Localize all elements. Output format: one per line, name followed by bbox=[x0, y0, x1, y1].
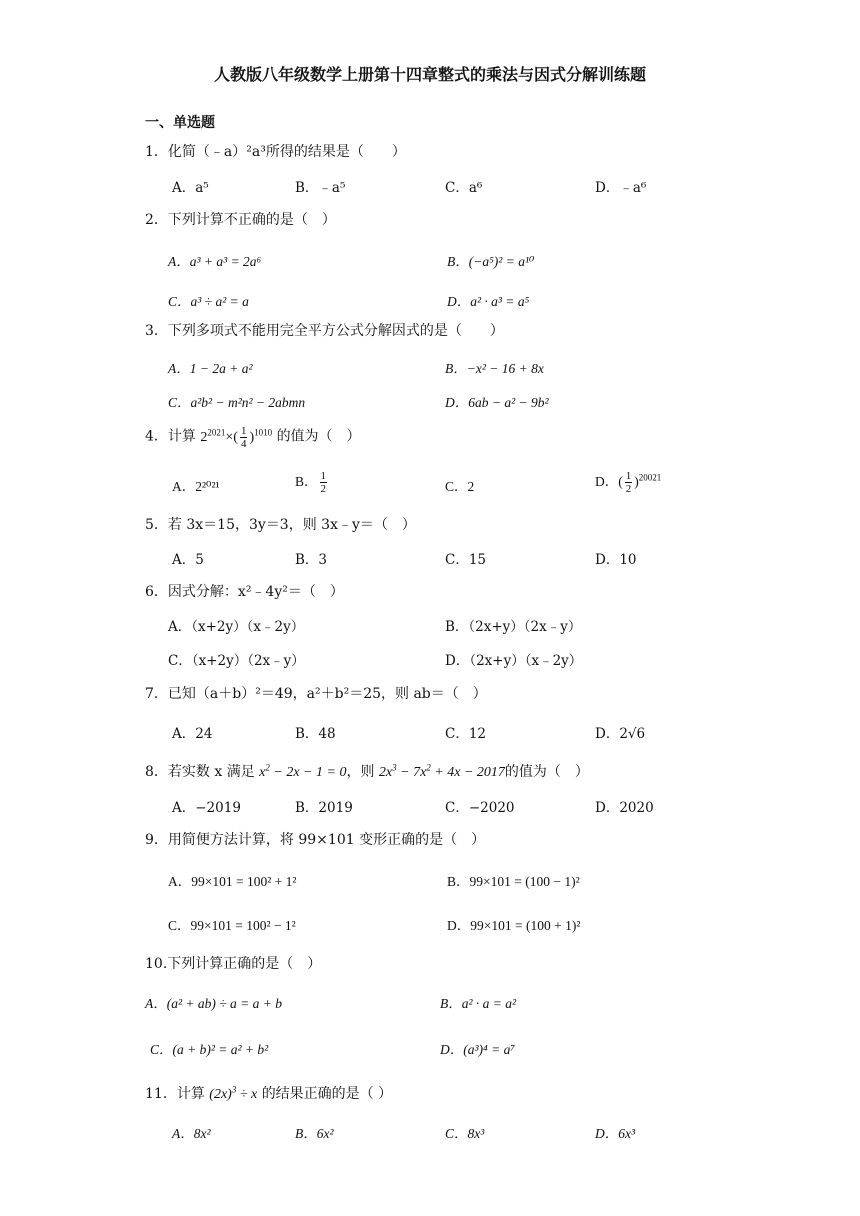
question-stem-mid: ，则 bbox=[346, 764, 375, 780]
formula-division: $(2x)^3 \div x$ bbox=[209, 1084, 258, 1102]
option-9a[interactable]: A．99×101 = 100² + 1² bbox=[168, 874, 297, 889]
question-number: 11． bbox=[145, 1086, 177, 1102]
option-9c[interactable]: C．99×101 = 100² − 1² bbox=[168, 918, 296, 933]
option-3a[interactable]: A．1 − 2a + a² bbox=[168, 361, 253, 376]
option-7b[interactable]: B．48 bbox=[295, 726, 336, 742]
formula-power-expression: $2^{2021}\times$( $\frac{1}{4}$ )$^{1010}$ bbox=[200, 425, 273, 450]
option-3b[interactable]: B．−x² − 16 + 8x bbox=[445, 361, 544, 376]
question-number: 4． bbox=[145, 428, 168, 445]
question-11 bbox=[145, 1083, 392, 1103]
option-11b[interactable]: B．6x² bbox=[295, 1126, 334, 1141]
question-stem: 化简（﹣a）²a³所得的结果是（ ） bbox=[167, 144, 406, 160]
question-number: 9． bbox=[145, 832, 168, 848]
option-11c[interactable]: C．8x³ bbox=[445, 1126, 485, 1141]
question-stem: 用简便方法计算，将 99×101 变形正确的是（ ） bbox=[167, 832, 486, 848]
question-8 bbox=[145, 761, 589, 781]
option-2b[interactable]: B．(−a⁵)² = a¹⁰ bbox=[447, 254, 535, 269]
option-4b[interactable]: B． $\frac{1}{2}$ bbox=[295, 470, 327, 496]
question-number: 2． bbox=[145, 212, 168, 228]
question-stem: 若 3x＝15，3y＝3，则 3x﹣y＝（ ） bbox=[167, 517, 416, 533]
option-8d[interactable]: D．2020 bbox=[595, 800, 654, 816]
question-stem: 下列计算正确的是（ ） bbox=[167, 956, 322, 972]
option-9b[interactable]: B．99×101 = (100 − 1)² bbox=[447, 874, 580, 889]
question-stem-post: 的值为（ ） bbox=[276, 428, 361, 445]
option-9d[interactable]: D．99×101 = (100 + 1)² bbox=[447, 918, 581, 933]
formula-target: $2x^3 - 7x^2 + 4x - 2017$ bbox=[378, 762, 505, 780]
option-6b[interactable]: B．（2x+y）（2x﹣y） bbox=[445, 619, 582, 635]
option-7d[interactable]: D．2√6 bbox=[595, 726, 646, 742]
question-stem-pre: 若实数 x 满足 bbox=[167, 764, 255, 780]
option-3c[interactable]: C．a²b² − m²n² − 2abmn bbox=[168, 395, 306, 410]
option-4c[interactable]: C．2 bbox=[445, 479, 475, 494]
option-7c[interactable]: C．12 bbox=[445, 726, 487, 742]
question-stem-post: 的值为（ ） bbox=[504, 764, 589, 780]
question-stem: 因式分解：x²﹣4y²＝（ ） bbox=[167, 584, 344, 600]
option-6c[interactable]: C．（x+2y）（2x﹣y） bbox=[168, 653, 305, 669]
option-1d[interactable]: D．﹣a⁶ bbox=[595, 180, 647, 196]
option-2a[interactable]: A．a³ + a³ = 2a⁶ bbox=[168, 254, 262, 269]
option-1b[interactable]: B．﹣a⁵ bbox=[295, 180, 346, 196]
option-6d[interactable]: D．（2x+y）（x﹣2y） bbox=[445, 653, 583, 669]
option-10b[interactable]: B．a² · a = a² bbox=[440, 996, 517, 1011]
option-7a[interactable]: A．24 bbox=[172, 726, 213, 742]
option-5d[interactable]: D．10 bbox=[595, 552, 637, 568]
option-6a[interactable]: A．（x+2y）（x﹣2y） bbox=[168, 619, 305, 635]
question-number: 6． bbox=[145, 584, 168, 600]
question-7 bbox=[145, 683, 487, 703]
fraction-one-half: $\frac{1}{2}$ bbox=[320, 470, 327, 496]
option-4d[interactable]: D．( $\frac{1}{2}$ )$^{20021}$ bbox=[595, 470, 662, 496]
question-1 bbox=[145, 141, 406, 161]
option-2d[interactable]: D．a² · a³ = a⁵ bbox=[447, 294, 530, 309]
question-number: 1． bbox=[145, 144, 168, 160]
option-8b[interactable]: B．2019 bbox=[295, 800, 353, 816]
option-5a[interactable]: A．5 bbox=[172, 552, 204, 568]
option-5c[interactable]: C．15 bbox=[445, 552, 487, 568]
question-stem-pre: 计算 bbox=[167, 428, 196, 445]
option-3d[interactable]: D．6ab − a² − 9b² bbox=[445, 395, 549, 410]
question-stem-post: 的结果正确的是（ ） bbox=[261, 1086, 393, 1102]
question-6 bbox=[145, 581, 344, 601]
fraction-one-half: $\frac{1}{2}$ bbox=[625, 470, 632, 496]
option-10a[interactable]: A．(a² + ab) ÷ a = a + b bbox=[145, 996, 283, 1011]
question-3 bbox=[145, 320, 504, 340]
formula-condition: $x^2 - 2x - 1 = 0$ bbox=[259, 762, 347, 780]
question-number: 8． bbox=[145, 764, 168, 780]
question-number: 5． bbox=[145, 517, 168, 533]
question-stem: 已知（a＋b）²＝49，a²＋b²＝25，则 ab＝（ ） bbox=[167, 686, 487, 702]
section-heading: 一、单选题 bbox=[145, 115, 215, 131]
question-stem-pre: 计算 bbox=[176, 1086, 205, 1102]
option-8c[interactable]: C．−2020 bbox=[445, 800, 515, 816]
option-10c[interactable]: C．(a + b)² = a² + b² bbox=[150, 1042, 269, 1057]
option-10d[interactable]: D．(a³)⁴ = a⁷ bbox=[440, 1042, 516, 1057]
question-9 bbox=[145, 829, 485, 849]
option-1a[interactable]: A．a⁵ bbox=[172, 180, 209, 196]
question-2 bbox=[145, 209, 336, 229]
option-11a[interactable]: A．8x² bbox=[172, 1126, 211, 1141]
question-number: 7． bbox=[145, 686, 168, 702]
question-4 bbox=[145, 425, 361, 450]
option-4a[interactable]: A．2²⁰²¹ bbox=[172, 479, 220, 494]
option-2c[interactable]: C．a³ ÷ a² = a bbox=[168, 294, 249, 309]
page-title: 人教版八年级数学上册第十四章整式的乘法与因式分解训练题 bbox=[213, 65, 646, 84]
option-1c[interactable]: C．a⁶ bbox=[445, 180, 483, 196]
question-number: 10. bbox=[145, 956, 168, 972]
question-stem: 下列多项式不能用完全平方公式分解因式的是（ ） bbox=[167, 323, 504, 339]
question-stem: 下列计算不正确的是（ ） bbox=[167, 212, 336, 228]
option-8a[interactable]: A．−2019 bbox=[172, 800, 241, 816]
option-5b[interactable]: B．3 bbox=[295, 552, 328, 568]
question-10 bbox=[145, 953, 321, 973]
option-11d[interactable]: D．6x³ bbox=[595, 1126, 636, 1141]
question-number: 3． bbox=[145, 323, 168, 339]
question-5 bbox=[145, 514, 416, 534]
